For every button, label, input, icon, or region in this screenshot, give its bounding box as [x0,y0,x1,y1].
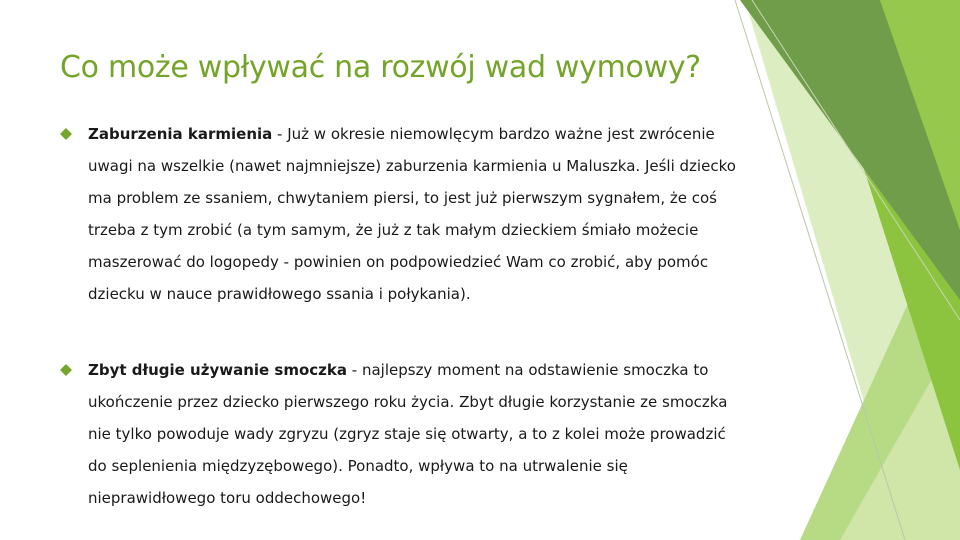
bullet-body: - Już w okresie niemowlęcym bardzo ważne jest zwrócenie uwagi na wszelkie (nawet najmniejsze) zaburzenia karmienia u Maluszka. Jeśli dziecko ma problem ze ssaniem, chwytaniem piersi, to jest już pierwszym sygnałem, że coś trzeba z tym zrobić (a tym samym, że już z tak małym dzieckiem śmiało możecie maszerować do logopedy - powinien on podpowiedzieć Wam co zrobić, aby pomóc dziecku w nauce prawidłowego ssania i połykania). [88,125,736,303]
bullet-item-pacifier [60,354,740,514]
bullet-text [88,118,740,310]
bullet-body: - najlepszy moment na odstawienie smoczka to ukończenie przez dziecko pierwszego roku życia. Zbyt długie korzystanie ze smoczka nie tylko powoduje wady zgryzu (zgryz staje się otwarty, a to z kolei może prowadzić do seplenienia międzyzębowego). Ponadto, wpływa to na utrwalenie się nieprawidłowego toru oddechowego! [88,361,728,507]
bullet-term: Zaburzenia karmienia [88,125,273,143]
diamond-bullet-icon [60,118,88,150]
diamond-bullet-icon [60,354,88,386]
bullet-term: Zbyt długie używanie smoczka [88,361,348,379]
bullet-item-feeding [60,118,740,310]
bullet-text [88,354,740,514]
slide-title: Co może wpływać na rozwój wad wymowy? [60,50,701,85]
